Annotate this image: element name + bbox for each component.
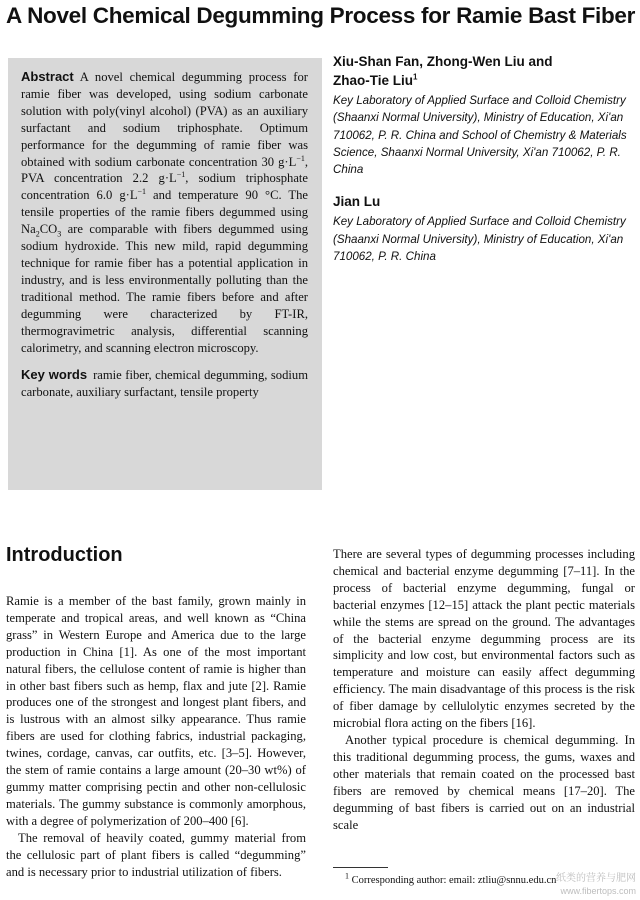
abstract-sup-3: −1 (137, 187, 147, 197)
authors-block (333, 52, 637, 265)
abstract-text-2: , PVA concentration 2.2 g·L (21, 154, 308, 186)
abstract-paragraph (21, 69, 308, 356)
intro-paragraph-1: Ramie is a member of the bast family, grown mainly in temperate and tropical areas, and well known as “China grass” in Western Europe and America due to the large production in China [1]. As one of the most important natural fibers, the cellulose content of ramie is higher than in other bast fibers such as hemp, flax and jute [2]. Ramie produces one of the strongest and longest plant fibers, and is lustrous with an almost silky appearance. Thus ramie fibers are used for clothing fabrics, industrial packaging, twines, cordage, canvas, car outfits, etc. [3–5]. However, the stem of ramie contains a large amount (20–30 wt%) of gummy matter comprising pectin and other non-cellulosic materials. The gummy substance is commonly amorphous, with a degree of polymerization of 200–400 [6]. (6, 594, 306, 828)
abstract-text-6: are comparable with fibers degummed using sodium hydroxide. This new mild, rapid degumming technique for ramie fiber has a potential application in industry, and is less environmentally polluting than the traditional method. The ramie fibers before and after degumming were characterized by FT-IR, thermogravimetric analysis, differential scanning calorimetry, and scanning electron microscopy. (21, 222, 308, 355)
affiliation-1: Key Laboratory of Applied Surface and Colloid Chemistry (Shaanxi Normal University), Ministry of Education, Xi'an 710062, P. R. China and School of Chemistry & Materials Science, Shaanxi Normal University, Xi'an 710062, P. R. China (333, 94, 627, 177)
left-column (6, 593, 306, 880)
intro-paragraph-4: Another typical procedure is chemical degumming. In this traditional degumming process, the gums, waxes and other materials that remain coated on the processed bast fibers are removed by chemical means [17–20]. The degumming of bast fibers is carried out on an industrial scale (333, 732, 635, 832)
abstract-label: Abstract (21, 69, 74, 84)
abstract-text-4: and temperature 90 °C. The tensile properties of the ramie fibers degummed using Na (21, 188, 308, 237)
footnote-text: Corresponding author: email: ztliu@snnu.edu.cn (351, 875, 557, 886)
author-name-last: Zhao-Tie Liu (333, 73, 413, 88)
keywords-paragraph (21, 367, 308, 401)
intro-paragraph-2: The removal of heavily coated, gummy material from the cellulosic part of plant fibers is called “degumming” and is necessary prior to industrial utilization of fibers. (6, 830, 306, 879)
author-names-line-2 (333, 71, 637, 90)
footnote-rule (333, 867, 388, 868)
watermark (506, 873, 636, 897)
author-names-line-1: Xiu-Shan Fan, Zhong-Wen Liu and (333, 54, 553, 69)
abstract-box (8, 58, 322, 490)
keywords-text: ramie fiber, chemical degumming, sodium carbonate, auxiliary surfactant, tensile property (21, 368, 308, 400)
corresponding-author-mark: 1 (413, 72, 418, 82)
author-name-2: Jian Lu (333, 194, 381, 210)
abstract-text-1: A novel chemical degumming process for ramie fiber was developed, using sodium carbonate solution with poly(vinyl alcohol) (PVA) as an auxiliary surfactant and sodium triphosphate. Optimum performance for the degumming of ramie fiber was obtained with sodium carbonate concentration 30 g·L (21, 70, 308, 169)
watermark-url: www.fibertops.com (560, 886, 636, 896)
affiliation-2: Key Laboratory of Applied Surface and Colloid Chemistry (Shaanxi Normal University), Ministry of Education, Xi'an 710062, P. R. China (333, 215, 626, 264)
abstract-text-5: CO (39, 222, 58, 237)
watermark-line-1: 纸类的营养与肥网 (556, 873, 636, 884)
abstract-sup-1: −1 (296, 153, 305, 163)
right-column (333, 546, 635, 833)
abstract-sub-2: 3 (57, 229, 62, 239)
abstract-sub-1: 2 (35, 229, 40, 239)
footnote-mark: 1 (345, 871, 349, 881)
abstract-text-3: , sodium triphosphate concentration 6.0 g·L (21, 171, 308, 203)
keywords-label: Key words (21, 367, 88, 383)
intro-paragraph-3: There are several types of degumming processes including chemical and bacterial enzyme degumming [7–11]. In the process of bacterial enzyme degumming, fungal or bacterial enzymes [12–15] attack the plant pectic materials while the stems are spread on the ground. The advantages of the bacterial enzyme degumming process are its simplicity and low cost, but environmental factors such as temperature and moisture can easily affect degumming efficiency. The main disadvantage of this process is the risk of fiber damage by cellulolytic enzymes secreted by the microbial flora acting on the fibers [16]. (333, 547, 635, 731)
introduction-heading: Introduction (6, 544, 123, 566)
abstract-sup-2: −1 (176, 170, 186, 180)
paper-title: A Novel Chemical Degumming Process for Ramie Bast Fiber (6, 3, 636, 28)
